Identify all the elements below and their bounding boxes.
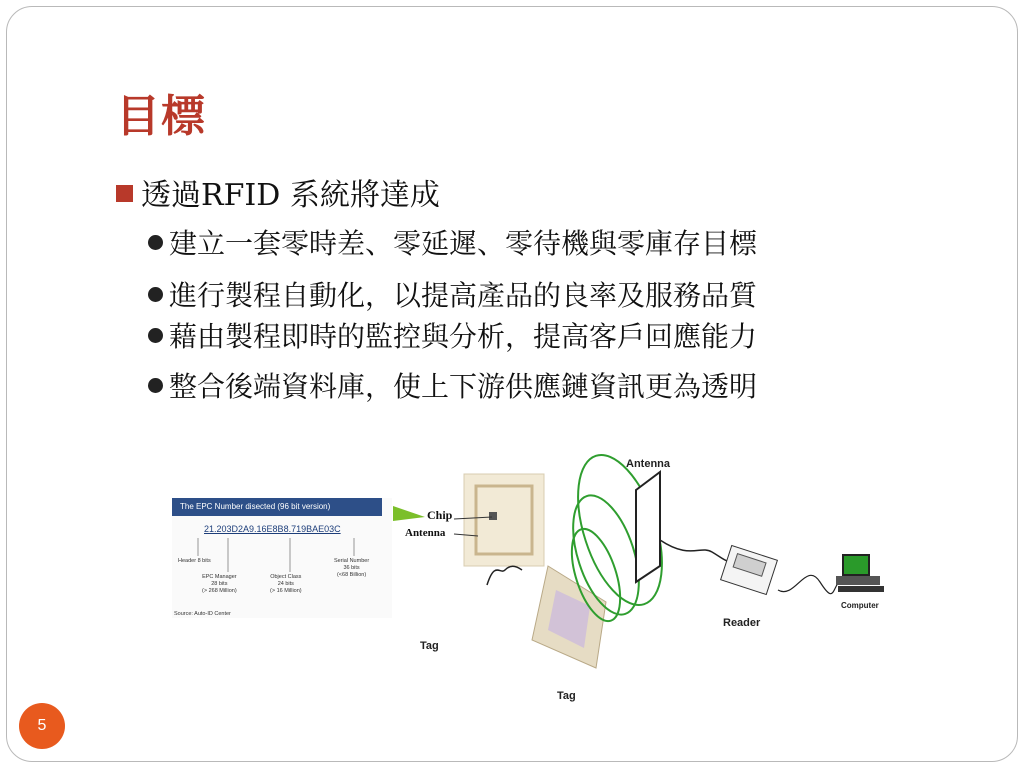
epc-number-graphic: [172, 498, 392, 618]
sub-bullet-text: 整合後端資料庫，使上下游供應鏈資訊更為透明: [169, 370, 758, 403]
reader-label: Reader: [723, 617, 761, 629]
slide-title: 目標: [116, 91, 206, 142]
epc-object-class-label: Object Class 24 bits (> 16 Million): [270, 574, 302, 594]
epc-manager-label: EPC Manager 28 bits (> 268 Million): [202, 574, 237, 594]
round-bullet-icon: [148, 328, 163, 343]
sub-bullet-text: 進行製程自動化，以提高產品的良率及服務品質: [169, 279, 758, 312]
epc-header-bits: Header 8 bits: [178, 558, 211, 564]
tag-label-left: Tag: [420, 640, 439, 652]
page-number-badge: 5: [19, 703, 65, 749]
epc-source: Source: Auto-ID Center: [174, 611, 231, 617]
sub-bullet-1: [148, 222, 757, 262]
sub-bullet-text: 藉由製程即時的監控與分析，提高客戶回應能力: [169, 320, 758, 353]
computer-label: Computer: [841, 601, 879, 610]
chip-label: Chip: [427, 508, 453, 522]
epc-header: The EPC Number disected (96 bit version): [172, 498, 382, 516]
main-bullet-text: 透過RFID 系統將達成: [141, 178, 440, 213]
antenna-label: Antenna: [626, 458, 670, 470]
epc-serial-label: Serial Number 36 bits (<68 Billion): [334, 558, 370, 578]
tag-label-bottom: Tag: [557, 690, 576, 702]
main-bullet: [116, 170, 440, 214]
tag-antenna-label: Antenna: [405, 527, 446, 539]
round-bullet-icon: [148, 235, 163, 250]
sub-bullet-text: 建立一套零時差、零延遲、零待機與零庫存目標: [169, 227, 758, 260]
square-bullet-icon: [116, 185, 133, 202]
sub-bullet-4: [148, 365, 757, 405]
sub-bullet-3: [148, 315, 757, 355]
round-bullet-icon: [148, 378, 163, 393]
round-bullet-icon: [148, 287, 163, 302]
epc-number: 21.203D2A9.16E8B8.719BAE03C: [204, 524, 341, 534]
sub-bullet-2: [148, 274, 757, 314]
